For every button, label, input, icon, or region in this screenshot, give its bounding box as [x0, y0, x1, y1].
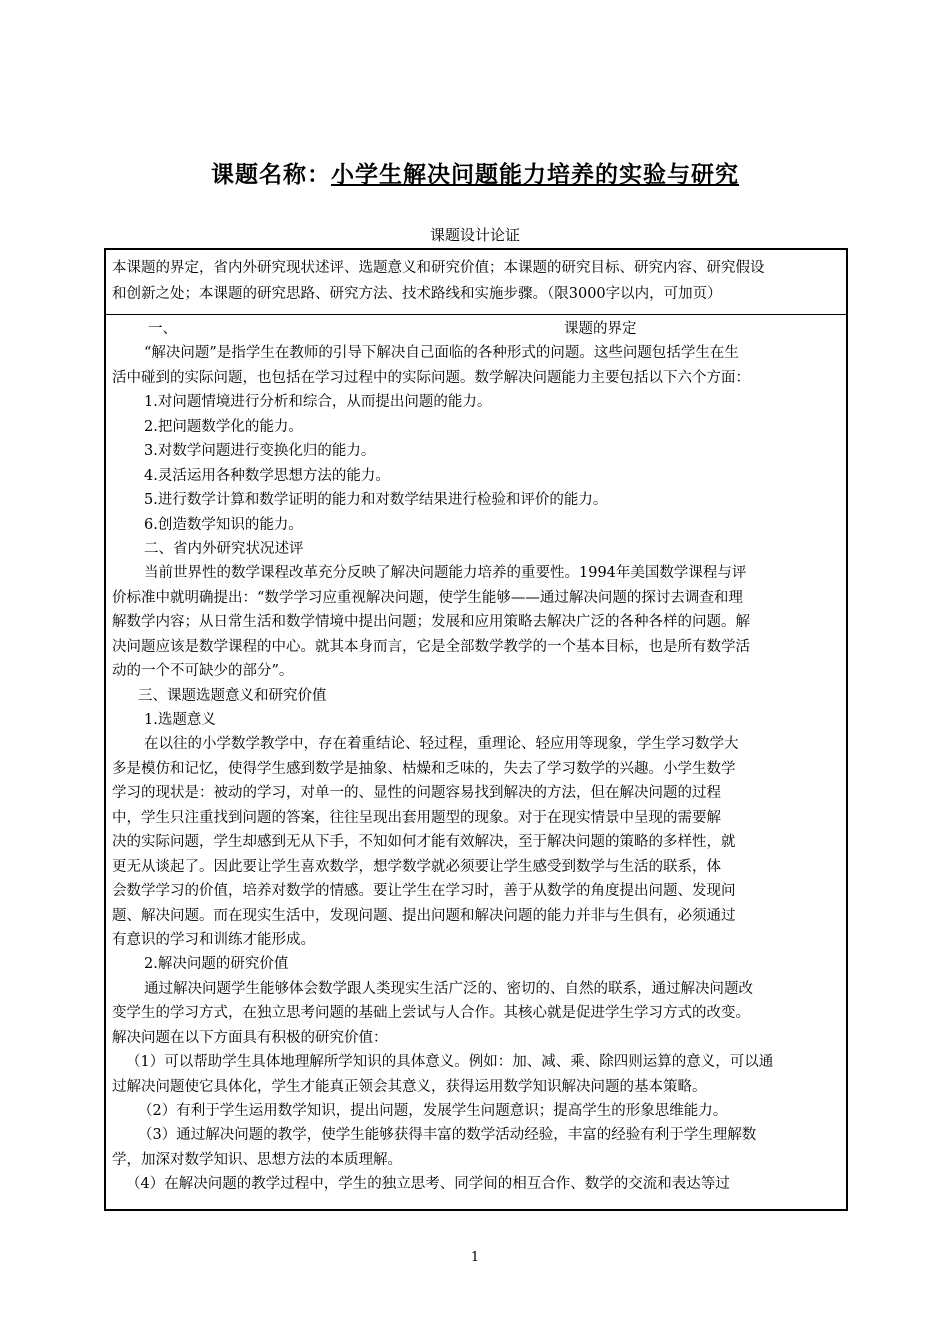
- paragraph-line: 有意识的学习和训练才能形成。: [112, 931, 315, 948]
- paragraph-line: “解决问题”是指学生在教师的引导下解决自己面临的各种形式的问题。这些问题包括学生在生: [144, 345, 739, 362]
- document-title: [0, 156, 950, 189]
- section-subtitle: 课题设计论证: [429, 226, 520, 244]
- section-number: 一、: [148, 321, 177, 337]
- section-title: 课题的界定: [564, 321, 637, 337]
- section-heading: 二、省内外研究状况述评: [144, 540, 304, 557]
- title-label: 课题名称：: [211, 162, 331, 188]
- section-heading: [112, 317, 840, 341]
- list-item: （3）通过解决问题的教学，使学生能够获得丰富的数学活动经验，丰富的经验有利于学生理解数: [138, 1127, 757, 1144]
- paragraph-line: 变学生的学习方式，在独立思考问题的基础上尝试与人合作。其核心就是促进学生学习方式的改变。: [112, 1005, 750, 1022]
- paragraph-line: 中，学生只注重找到问题的答案，往往呈现出套用题型的现象。对于在现实情景中呈现的需要解: [112, 809, 721, 826]
- paragraph-line: 题、解决问题。而在现实生活中，发现问题、提出问题和解决问题的能力并非与生俱有，必须通过: [112, 907, 736, 924]
- header-line: 和创新之处；本课题的研究思路、研究方法、技术路线和实施步骤。（限3000字以内，可加页）: [112, 286, 722, 302]
- paragraph-line: 通过解决问题学生能够体会数学跟人类现实生活广泛的、密切的、自然的联系，通过解决问题改: [144, 980, 753, 997]
- table-body-cell: [106, 317, 846, 1197]
- paragraph-line: 决的实际问题，学生却感到无从下手，不知如何才能有效解决，至于解决问题的策略的多样性，就: [112, 834, 736, 851]
- paragraph-line: 活中碰到的实际问题，也包括在学习过程中的实际问题。数学解决问题能力主要包括以下六个方面：: [112, 369, 750, 386]
- list-item: 2.把问题数学化的能力。: [144, 418, 303, 435]
- paragraph-line: 价标准中就明确提出：“数学学习应重视解决问题，使学生能够——通过解决问题的探讨去调查和理: [112, 589, 743, 606]
- list-item: 4.灵活运用各种数学思想方法的能力。: [144, 467, 390, 484]
- paragraph-line: 会数学学习的价值，培养对数学的情感。要让学生在学习时，善于从数学的角度提出问题、发现问: [112, 883, 736, 900]
- list-item: （4）在解决问题的教学过程中，学生的独立思考、同学间的相互合作、数学的交流和表达等过: [126, 1176, 730, 1193]
- paragraph-line: 多是模仿和记忆，使得学生感到数学是抽象、枯燥和乏味的，失去了学习数学的兴趣。小学生数学: [112, 760, 736, 777]
- paragraph-line: 解数学内容；从日常生活和数学情境中提出问题；发展和应用策略去解决广泛的各种各样的问题。解: [112, 614, 750, 631]
- section-heading: 三、课题选题意义和研究价值: [138, 687, 327, 704]
- list-item: （2）有利于学生运用数学知识，提出问题，发展学生问题意识；提高学生的形象思维能力。: [138, 1103, 728, 1119]
- list-item: 3.对数学问题进行变换化归的能力。: [144, 443, 376, 460]
- paragraph-line: 在以往的小学数学教学中，存在着重结论、轻过程，重理论、轻应用等现象，学生学习数学大: [144, 736, 739, 753]
- title-name: 小学生解决问题能力培养的实验与研究: [331, 162, 739, 188]
- page-number: 1: [470, 1250, 480, 1265]
- paragraph-line: 当前世界性的数学课程改革充分反映了解决问题能力培养的重要性。1994年美国数学课程与评: [144, 565, 747, 582]
- paragraph-line: 动的一个不可缺少的部分”。: [112, 663, 294, 680]
- subsection-heading: 1.选题意义: [144, 712, 216, 728]
- list-item: 6.创造数学知识的能力。: [144, 516, 303, 533]
- paragraph-line: 过解决问题使它具体化，学生才能真正领会其意义，获得运用数学知识解决问题的基本策略。: [112, 1078, 707, 1095]
- list-item: （1）可以帮助学生具体地理解所学知识的具体意义。例如：加、减、乘、除四则运算的意义，可以通: [126, 1054, 774, 1071]
- list-item: 5.进行数学计算和数学证明的能力和对数学结果进行检验和评价的能力。: [144, 492, 608, 509]
- table-header-cell: [106, 250, 846, 315]
- header-line: 本课题的界定，省内外研究现状述评、选题意义和研究价值；本课题的研究目标、研究内容、研究假设: [112, 260, 765, 276]
- paragraph-line: 学，加深对数学知识、思想方法的本质理解。: [112, 1151, 402, 1168]
- subsection-heading: 2.解决问题的研究价值: [144, 956, 289, 973]
- list-item: 1.对问题情境进行分析和综合，从而提出问题的能力。: [144, 394, 492, 411]
- paragraph-line: 学习的现状是：被动的学习，对单一的、显性的问题容易找到解决的方法，但在解决问题的过程: [112, 785, 721, 802]
- design-table: [104, 248, 848, 1211]
- paragraph-line: 解决问题在以下方面具有积极的研究价值：: [112, 1029, 388, 1046]
- paragraph-line: 决问题应该是数学课程的中心。就其本身而言，它是全部数学教学的一个基本目标，也是所有数学活: [112, 638, 750, 655]
- paragraph-line: 更无从谈起了。因此要让学生喜欢数学，想学数学就必须要让学生感受到数学与生活的联系，体: [112, 858, 721, 875]
